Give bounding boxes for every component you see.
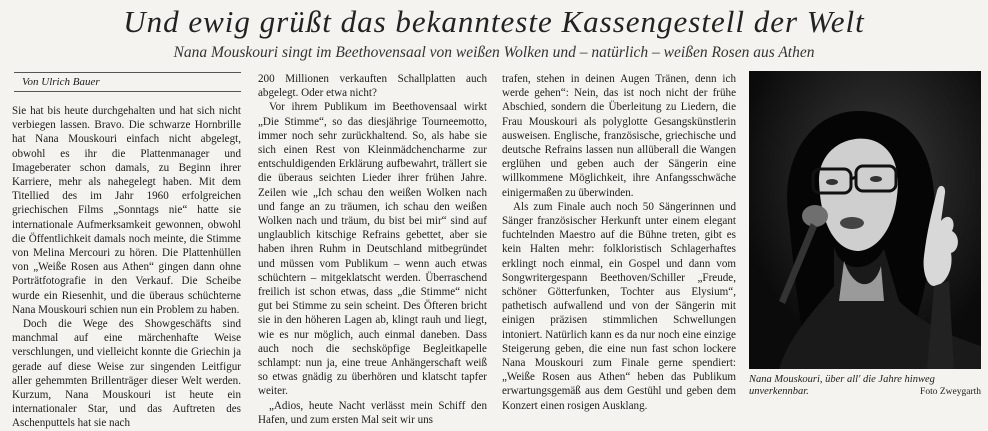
paragraph: Doch die Wege des Showgeschäfts sind manchmal auf eine märchenhafte Weise verschlungen, und vielleicht konnte die Griechin ja gerade auf diese Weise zur singenden Leitfigur aller gehemmten Brillenträger dieser Welt werden. Kurzum, Nana Mouskouri ist heute ein internationaler Star, und das Auftreten des Aschenputtels hat sie nach (12, 318, 241, 430)
caption-text: Nana Mouskouri, über all' die Jahre hinweg unverkennbar. (749, 374, 935, 397)
paragraph: 200 Millionen verkauften Schallplatten auch abgelegt. Oder etwa nicht? (258, 73, 487, 100)
paragraph: trafen, stehen in deinen Augen Tränen, denn ich werde gehen“: Nein, das ist noch nicht der frühe Abschied, sondern die Überleitung zu Liedern, die Frau Mouskouri als polyglotte Gesangskünstlerin ausweisen. Englische, französische, griechische und deutsche Refrains lassen nun allüberall die Wangen erglühen und geben auch der Sängerin eine willkommene Möglichkeit, ihre Anfangsschwäche einigermaßen zu überwinden. (502, 73, 736, 199)
subheadline: Nana Mouskouri singt im Beethovensaal von weißen Wolken und – natürlich – weißen Rosen aus Athen (173, 44, 815, 61)
paragraph: Vor ihrem Publikum im Beethovensaal wirkt „Die Stimme“, so das diesjährige Tourneemotto, immer noch sehr zurückhaltend. So, als habe sie sich einen Rest von Kleinmädchencharme zur entschuldigenden Erklärung aufbewahrt, trällert sie die überaus seichten Lieder ihrer frühen Jahre. Zeilen wie „Ich schau den weißen Wolken nach und fange an zu träumen, ich schau den weißen Wolken nach und träum, du bist bei mir“ sind auf unglaublich kitschige Refrains gebettet, aber sie haben ihren Ruhm in Deutschland mitbegründet und müssen vom Publikum – wenn auch etwas schüchtern – mitgeklatscht werden. Überraschend freilich ist schon etwas, dass „die Stimme“ nicht gut bei Stimme zu sein scheint. Des Öfteren bricht sie in den höheren Lagen ab, klingt rauh und liegt, wie es nur möglich, auch einmal daneben. Dass auch noch die sechsköpfige Begleitkapelle schlampt: nun ja, eine treue Anhängerschaft weiß so etwas gnädig zu überhören und klatscht tapfer weiter. (258, 101, 487, 398)
article-column-2 (258, 72, 487, 426)
paragraph: Als zum Finale auch noch 50 Sängerinnen und Sänger französischer Herkunft unter einem elegant fuchtelnden Maestro auf die Bühne treten, gibt es kein Halten mehr: folkloristisch Schlagerhaftes erklingt noch einmal, ein Gospel und dann vom Songwritergespann Beethoven/Schiller „Freude, schöner Götterfunken, Tochter aus Elysium“, pathetisch aufwallend und von der Sängerin mit einigen präzisen stimmlichen Schwellungen intoniert. Natürlich kann es da nur noch eine einzige Steigerung geben, die eine nun fast schon lockere Nana Mouskouri zum Finale gerne spendiert: „Weiße Rosen aus Athen“ heben das Publikum erwartungsgemäß aus dem Gestühl und geben dem Konzert einen rosigen Ausklang. (502, 200, 736, 412)
singer-illustration (749, 71, 981, 369)
author-byline: Von Ulrich Bauer (14, 72, 241, 92)
photo-caption (749, 374, 981, 398)
singer-photo (749, 71, 981, 369)
headline: Und ewig grüßt das bekannteste Kassengestell der Welt (123, 4, 865, 39)
article-column-1 (12, 104, 241, 430)
paragraph: „Adios, heute Nacht verlässt mein Schiff den Hafen, und zum ersten Mal seit wir uns (258, 399, 487, 426)
photo-credit: Foto Zweygarth (920, 387, 981, 397)
paragraph: Sie hat bis heute durchgehalten und hat sich nicht verbiegen lassen. Bravo. Die schwarze Hornbrille hat Nana Mouskouri einfach nicht abgelegt, obwohl es ihr die Plattenmanager und Imageberater schon damals, zu Beginn ihrer Karriere, mehr als nahegelegt haben. Mit dem Titellied des im Jahr 1960 erfolgreichen griechischen Films „Sonntags nie“ hatte sie internationale Aufmerksamkeit gewonnen, obwohl die Öffentlichkeit damals noch meinte, die Stimme von Melina Mercouri zu hören. Die Plattenhüllen von „Weiße Rosen aus Athen“ gingen dann ohne Porträtfotografie in den Verkauf. Die Scheibe wurde ein Riesenhit, und die überaus schüchterne Nana Mouskouri schien nun ein Problem zu haben. (12, 105, 241, 316)
article-column-3 (502, 72, 736, 412)
